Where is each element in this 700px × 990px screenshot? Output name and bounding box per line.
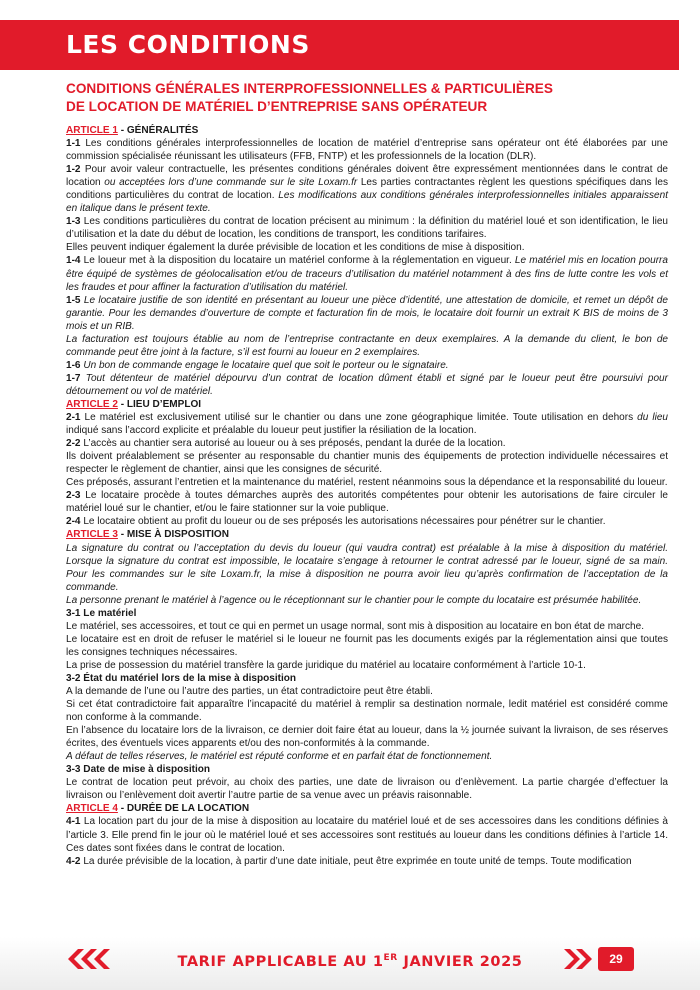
paragraph-1-3b: Elles peuvent indiquer également la durée prévisible de location et les conditions de mise à disposition.	[66, 242, 525, 254]
paragraph-1-4: 1-4 Le loueur met à la disposition du locataire un matériel conforme à la réglementation en vigueur. Le matériel mis en location pourra être équipé de systèmes de géolocalisation et/ou de traceurs d’utilisation du matériel notamment à des fins de lutte contre les vols et les fraudes et pour affiner la facturation d’utilisation du matériel.	[66, 255, 668, 293]
paragraph-4-1: 4-1 La location part du jour de la mise à disposition au locataire du matériel loué et de ses accessoires dans les conditions définies à l’article 3. Elle prend fin le jour où le matériel loué et ses accessoires sont restitués au loueur dans les conditions définies à l’article 14. Ces dates sont fixées dans le contrat de location.	[66, 816, 668, 854]
paragraph-3-intro: La signature du contrat ou l’acceptation du devis du loueur (qui vaudra contrat) est préalable à la mise à disposition du matériel. Lorsque la signature du contrat est impossible, le locataire s’engage à retourner le contrat adressé par le loueur, signé de sa main. Pour les commandes sur le site Loxam.fr, la mise à disposition ne pourra avoir lieu qu’après confirmation de l’acceptation de la commande.	[66, 542, 668, 593]
paragraph-3-1a: Le matériel, ses accessoires, et tout ce qui en permet un usage normal, sont mis à disposition au locataire en bon état de marche.	[66, 620, 645, 632]
paragraph-1-5: 1-5 Le locataire justifie de son identité en présentant au loueur une pièce d’identité, une attestation de domicile, et remet un dépôt de garantie. Pour les demandes d’ouverture de compte et facturation fin de mois, le locataire doit fournir un extrait K BIS de moins de 3 mois et un RIB.	[66, 294, 668, 332]
tariff-footer-text: TARIF APPLICABLE AU 1ER JANVIER 2025	[177, 953, 523, 970]
article-3-heading	[66, 528, 668, 541]
paragraph-3-2b: Si cet état contradictoire fait apparaître l’incapacité du matériel à remplir sa destination normale, ledit matériel est considéré comme non conforme à la commande.	[66, 699, 668, 724]
paragraph-3-2c: En l’absence du locataire lors de la livraison, ce dernier doit faire état au loueur, dans la ½ journée suivant la livraison, de ses réserves écrites, des éventuels vices apparents et/ou des non-conformités à la commande.	[66, 725, 668, 750]
article-1-link[interactable]: ARTICLE 1	[66, 125, 118, 136]
subheading-3-2: 3-2 État du matériel lors de la mise à disposition	[66, 672, 297, 684]
article-4-heading	[66, 802, 668, 815]
paragraph-4-2: 4-2 La durée prévisible de la location, à partir d’une date initiale, peut être exprimée en toute unité de temps. Toute modification	[66, 855, 632, 867]
subtitle-line-2: DE LOCATION DE MATÉRIEL D’ENTREPRISE SANS OPÉRATEUR	[66, 98, 488, 114]
article-2-heading	[66, 398, 668, 411]
paragraph-1-2: 1-2 Pour avoir valeur contractuelle, les présentes conditions générales doivent être expressément mentionnées dans le contrat de location ou acceptées lors d’une commande sur le site Loxam.fr Les parties contractantes règlent les questions spécifiques dans les conditions particulières du contrat de location. Les modifications aux conditions générales interprofessionnelles initiales apparaissent en italique dans le présent texte.	[66, 164, 669, 215]
page-header-band	[0, 20, 679, 70]
paragraph-1-1: 1-1 Les conditions générales interprofessionnelles de location de matériel d’entreprise sans opérateur ont été élaborées par une commission spécialisée réunissant les utilisateurs (FFB, FNTP) et les professionnels de la location (DLR).	[66, 138, 668, 163]
article-4-title: - DURÉE DE LA LOCATION	[117, 803, 250, 815]
paragraph-2-2: 2-2 L’accès au chantier sera autorisé au loueur ou à ses préposés, pendant la durée de la location.	[66, 438, 506, 450]
paragraph-3-2a: A la demande de l’une ou l’autre des parties, un état contradictoire peut être établi.	[66, 686, 433, 698]
paragraph-1-7: 1-7 Tout détenteur de matériel dépourvu d’un contrat de location dûment établi et signé par le loueur peut être poursuivi pour détournement ou vol de matériel.	[66, 372, 668, 397]
article-2-title: - LIEU D’EMPLOI	[117, 398, 202, 410]
paragraph-1-5b: La facturation est toujours établie au nom de l’entreprise contractante en deux exemplaires. A la demande du client, le bon de commande peut être joint à la facture, s’il est fourni au loueur en 2 exemplaires.	[66, 333, 668, 358]
paragraph-3-2d: A défaut de telles réserves, le matériel est réputé conforme et en parfait état de fonctionnement.	[66, 751, 493, 763]
paragraph-1-3: 1-3 Les conditions particulières du contrat de location précisent au minimum : la définition du matériel loué et son identification, le lieu d’utilisation et la date du début de location, les conditions de transport, les conditions tarifaires.	[66, 216, 668, 241]
article-2-link[interactable]: ARTICLE 2	[66, 398, 118, 410]
article-4-link[interactable]: ARTICLE 4	[66, 803, 118, 815]
subtitle-line-1: CONDITIONS GÉNÉRALES INTERPROFESSIONNELLES & PARTICULIÈRES	[66, 81, 553, 96]
article-1-title: - GÉNÉRALITÉS	[117, 125, 199, 136]
subheading-3-1: 3-1 Le matériel	[66, 607, 137, 619]
paragraph-2-4: 2-4 Le locataire obtient au profit du loueur ou de ses préposés les autorisations nécessaires pour pénétrer sur le chantier.	[66, 516, 606, 528]
paragraph-3-intro-b: La personne prenant le matériel à l’agence ou le réceptionnant sur le chantier pour le compte du locataire est présumée habilitée.	[66, 594, 642, 606]
article-1-heading	[66, 124, 668, 137]
page-title: LES CONDITIONS	[66, 30, 310, 59]
document-subtitle	[66, 80, 676, 115]
paragraph-2-2c: Ces préposés, assurant l’entretien et la maintenance du matériel, restent néanmoins sous la dépendance et la responsabilité du loueur.	[66, 477, 668, 489]
article-3-link[interactable]: ARTICLE 3	[66, 529, 118, 541]
paragraph-3-1b: Le locataire est en droit de refuser le matériel si le loueur ne fournit pas les documents exigés par la réglementation ainsi que toutes les consignes techniques nécessaires.	[66, 633, 668, 658]
paragraph-3-3a: Le contrat de location peut prévoir, au choix des parties, une date de livraison ou d’enlèvement. La partie chargée d’effectuer la livraison ou l’enlèvement doit avertir l’autre partie de sa venue avec un préavis raisonnable.	[66, 777, 668, 802]
paragraph-2-1: 2-1 Le matériel est exclusivement utilisé sur le chantier ou dans une zone géographique limitée. Toute utilisation en dehors du lieu indiqué sans l’accord explicite et préalable du loueur peut justifier la résiliation de la location.	[66, 412, 668, 437]
paragraph-1-6: 1-6 Un bon de commande engage le locataire quel que soit le porteur ou le signataire.	[66, 359, 449, 371]
article-3-title: - MISE À DISPOSITION	[117, 529, 230, 541]
conditions-body	[66, 124, 668, 868]
subheading-3-3: 3-3 Date de mise à disposition	[66, 764, 211, 776]
paragraph-2-3: 2-3 Le locataire procède à toutes démarches auprès des autorités compétentes pour obtenir les autorisations de faire circuler le matériel loué sur le chantier, et/ou le faire stationner sur la voie publique.	[66, 490, 668, 515]
paragraph-3-1c: La prise de possession du matériel transfère la garde juridique du matériel au locataire conformément à l’article 10-1.	[66, 659, 586, 671]
paragraph-2-2b: Ils doivent préalablement se présenter au responsable du chantier munis des équipements de protection individuelle nécessaires et respecter le règlement de chantier, ainsi que les consignes de sécurité.	[66, 451, 668, 476]
page-number-badge: 29	[598, 947, 634, 971]
